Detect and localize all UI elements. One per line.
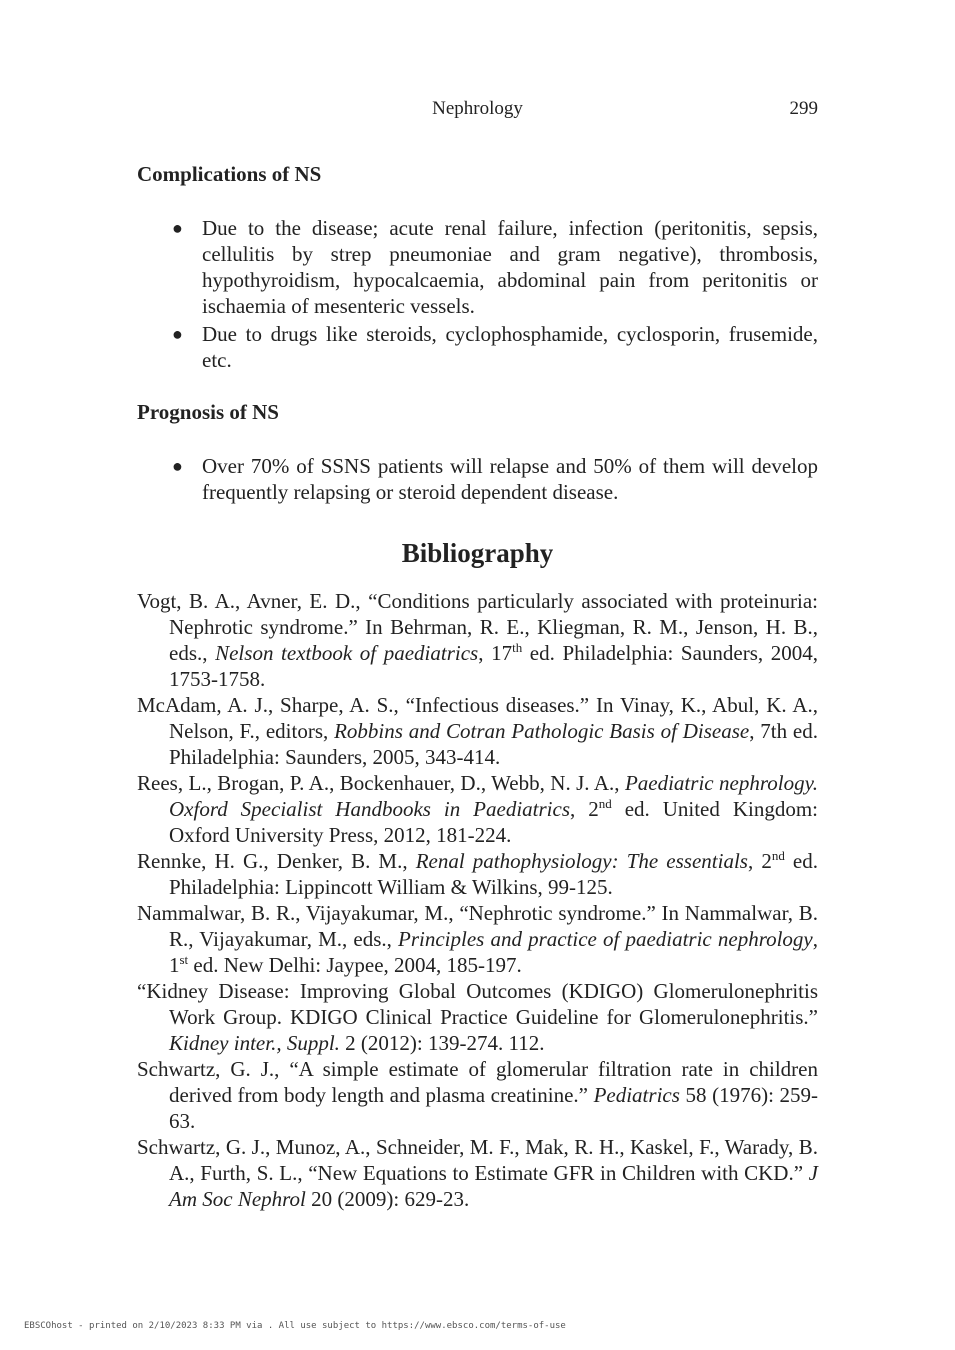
bibliography-heading: Bibliography	[401, 538, 554, 568]
list-item-text: Due to drugs like steroids, cyclophosphamide, cyclosporin, frusemide, etc.	[202, 322, 818, 372]
list-item	[137, 215, 818, 319]
page-number: 299	[789, 98, 818, 119]
reference-entry: Rees, L., Brogan, P. A., Bockenhauer, D., Webb, N. J. A., Paediatric nephrology. Oxford Specialist Handbooks in Paediatrics, 2nd ed. United Kingdom: Oxford University Press, 2012, 181-224.	[137, 771, 819, 847]
bullet-icon: ●	[172, 456, 183, 476]
list-item-text: Due to the disease; acute renal failure, infection (peritonitis, sepsis, cellulitis by strep pneumoniae and gram negative), thrombosis, hypothyroidism, hypocalcaemia, abdominal pain from peritonitis or ischaemia of mesenteric vessels.	[202, 216, 818, 318]
reference-entry: Schwartz, G. J., “A simple estimate of glomerular filtration rate in children derived from body length and plasma creatinine.” Pediatrics 58 (1976): 259-63.	[137, 1057, 818, 1133]
running-header	[137, 96, 818, 122]
running-title: Nephrology	[432, 98, 523, 119]
prognosis-list	[137, 453, 818, 507]
reference-entry: Rennke, H. G., Denker, B. M., Renal pathophysiology: The essentials, 2nd ed. Philadelphia: Lippincott William & Wilkins, 99-125.	[137, 848, 818, 899]
reference-entry: Nammalwar, B. R., Vijayakumar, M., “Nephrotic syndrome.” In Nammalwar, B. R., Vijayakumar, M., eds., Principles and practice of paediatric nephrology, 1st ed. New Delhi: Jaypee, 2004, 185-197.	[137, 901, 818, 977]
prognosis-heading: Prognosis of NS	[137, 400, 279, 424]
reference-entry: Vogt, B. A., Avner, E. D., “Conditions particularly associated with proteinuria: Nephrotic syndrome.” In Behrman, R. E., Kliegman, R. M., Jenson, H. B., eds., Nelson textbook of paediatrics, 17th ed. Philadelphia: Saunders, 2004, 1753-1758.	[137, 589, 818, 691]
bullet-icon: ●	[172, 324, 183, 344]
reference-entry: “Kidney Disease: Improving Global Outcomes (KDIGO) Glomerulonephritis Work Group. KDIGO Clinical Practice Guideline for Glomerulonephritis.” Kidney inter., Suppl. 2 (2012): 139-274. 112.	[137, 979, 818, 1055]
ebsco-footer: EBSCOhost - printed on 2/10/2023 8:33 PM via . All use subject to https://www.ebsco.com/terms-of-use	[24, 1321, 566, 1331]
reference-entry: McAdam, A. J., Sharpe, A. S., “Infectious diseases.” In Vinay, K., Abul, K. A., Nelson, F., editors, Robbins and Cotran Pathologic Basis of Disease, 7th ed. Philadelphia: Saunders, 2005, 343-414.	[137, 693, 819, 769]
reference-entry: Schwartz, G. J., Munoz, A., Schneider, M. F., Mak, R. H., Kaskel, F., Warady, B. A., Furth, S. L., “New Equations to Estimate GFR in Children with CKD.” J Am Soc Nephrol 20 (2009): 629-23.	[137, 1135, 818, 1211]
bibliography-list	[137, 588, 818, 1212]
bullet-icon: ●	[172, 218, 183, 238]
list-item	[137, 453, 818, 505]
complications-heading: Complications of NS	[137, 162, 322, 186]
list-item-text: Over 70% of SSNS patients will relapse and 50% of them will develop frequently relapsing or steroid dependent disease.	[202, 454, 818, 504]
list-item	[137, 321, 818, 373]
complications-list	[137, 215, 818, 375]
